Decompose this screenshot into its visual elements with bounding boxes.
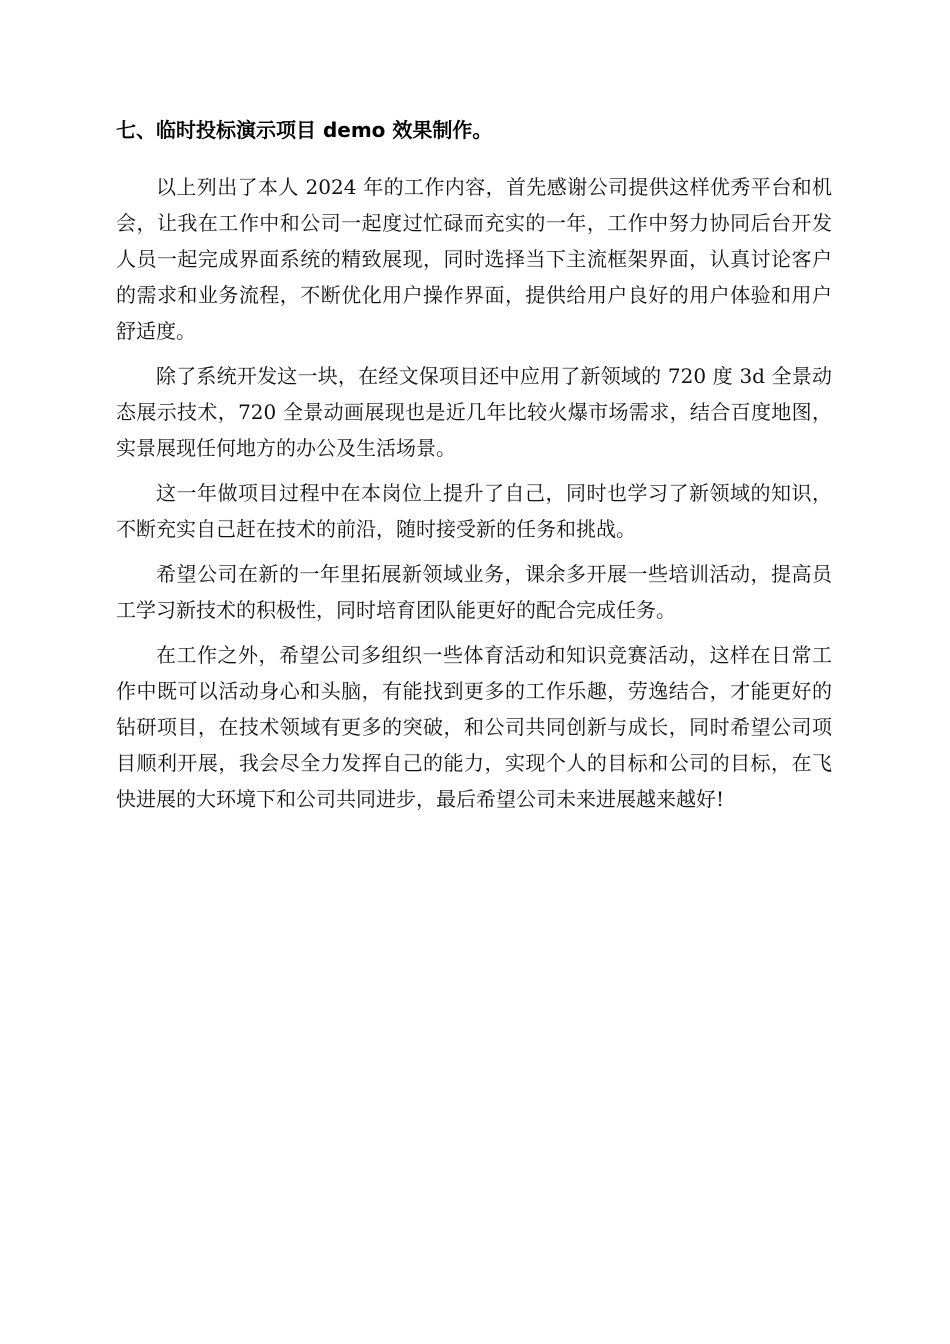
paragraph-panorama-tech: 除了系统开发这一块，在经文保项目还中应用了新领域的 720 度 3d 全景动态展示技术，720 全景动画展现也是近几年比较火爆市场需求，结合百度地图，实景展现任何地方的办公及生活场景。 xyxy=(116,364,832,460)
paragraph-training-hopes: 希望公司在新的一年里拓展新领域业务，课余多开展一些培训活动，提高员工学习新技术的积极性，同时培育团队能更好的配合完成任务。 xyxy=(116,562,832,622)
section-heading: 七、临时投标演示项目 demo 效果制作。 xyxy=(116,118,493,142)
paragraph-self-improvement: 这一年做项目过程中在本岗位上提升了自己，同时也学习了新领域的知识，不断充实自己赶在技术的前沿，随时接受新的任务和挑战。 xyxy=(116,481,832,541)
document-body xyxy=(116,112,832,826)
paragraph-work-summary: 以上列出了本人 2024 年的工作内容，首先感谢公司提供这样优秀平台和机会，让我在工作中和公司一起度过忙碌而充实的一年，工作中努力协同后台开发人员一起完成界面系统的精致展现，同时选择当下主流框架界面，认真讨论客户的需求和业务流程，不断优化用户操作界面，提供给用户良好的用户体验和用户舒适度。 xyxy=(116,175,832,343)
paragraph-closing-wishes: 在工作之外，希望公司多组织一些体育活动和知识竞赛活动，这样在日常工作中既可以活动身心和头脑，有能找到更多的工作乐趣，劳逸结合，才能更好的钻研项目，在技术领域有更多的突破，和公司共同创新与成长，同时希望公司项目顺利开展，我会尽全力发挥自己的能力，实现个人的目标和公司的目标，在飞快进展的大环境下和公司共同进步，最后希望公司未来进展越来越好! xyxy=(116,643,832,811)
